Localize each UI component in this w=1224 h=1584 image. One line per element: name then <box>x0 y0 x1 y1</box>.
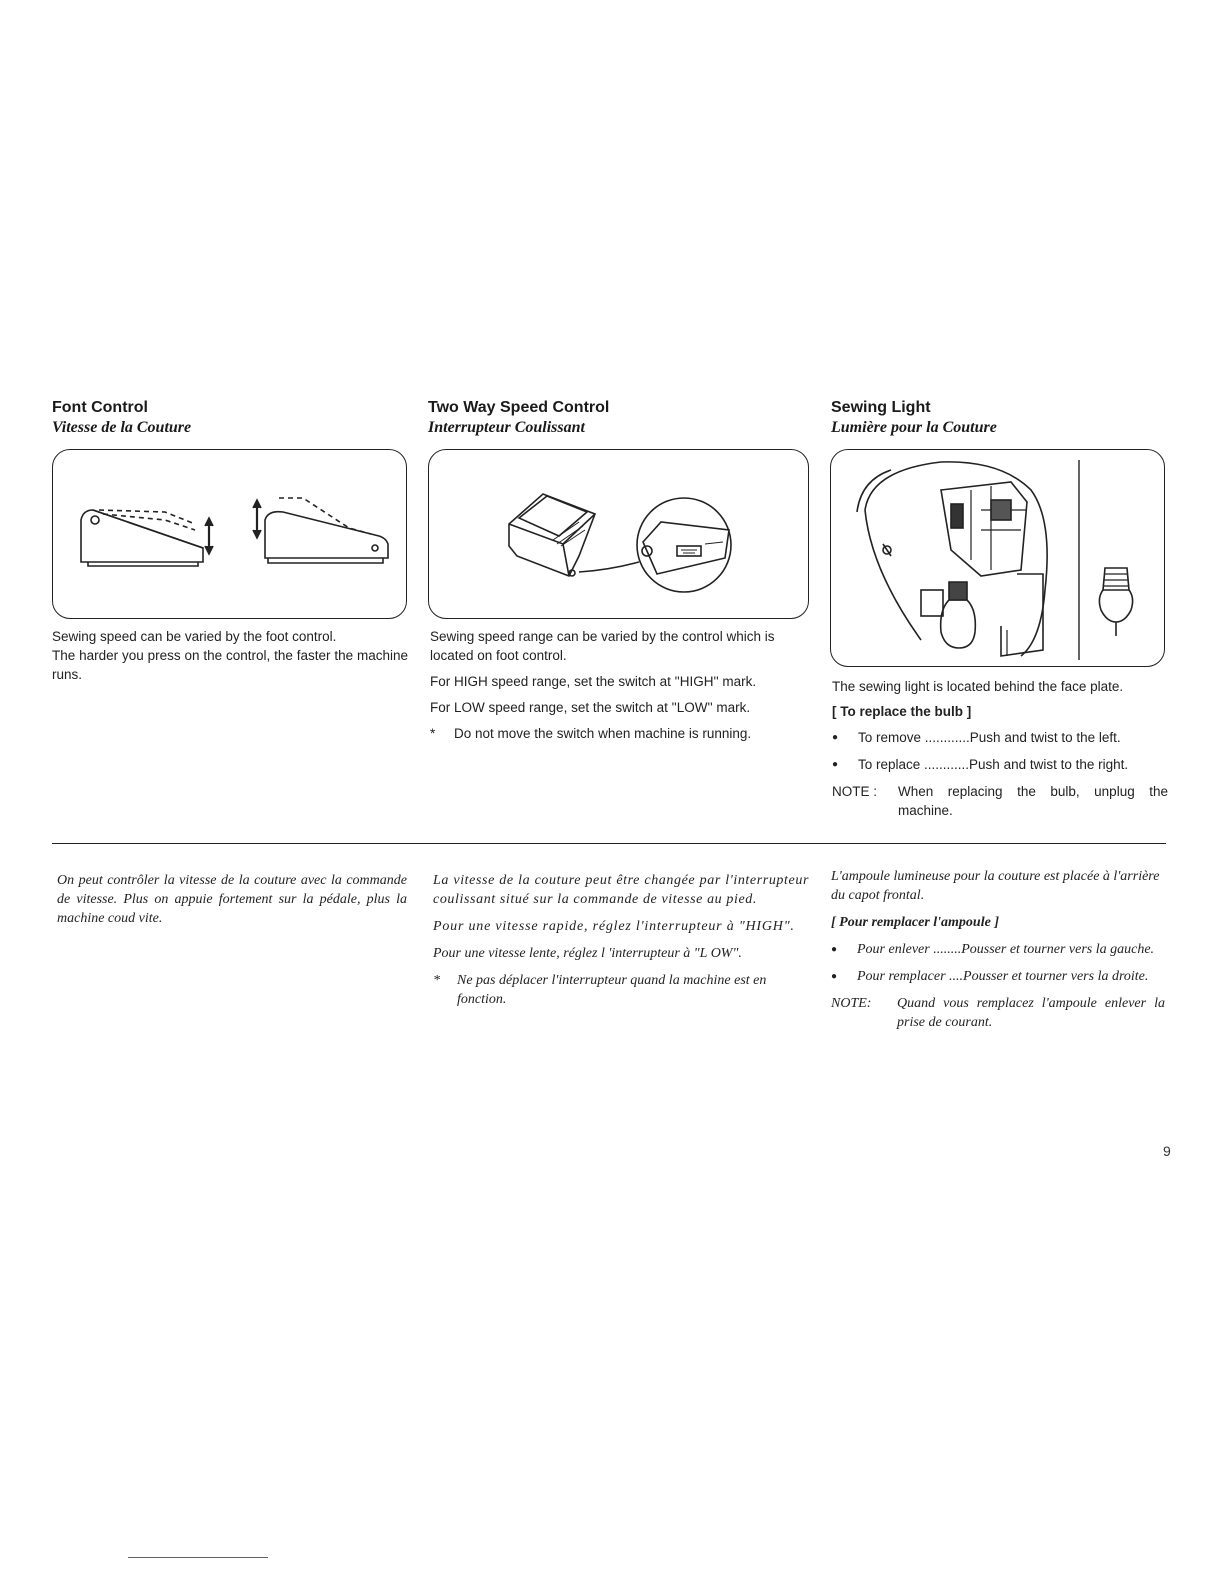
note-text-fr: Quand vous remplacez l'ampoule enlever la prise de courant. <box>897 996 1165 1030</box>
sewing-light-title: Sewing Light <box>831 399 931 416</box>
replace-bulb-item-fr <box>831 967 1165 986</box>
two-way-note-text: Do not move the switch when machine is running. <box>454 726 752 741</box>
replace-bulb-item <box>832 755 1168 774</box>
replace-bulb-heading: [ To replace the bulb ] <box>832 704 972 719</box>
replace-label-fr: Pour remplacer .... <box>857 969 964 984</box>
two-way-speed-title: Two Way Speed Control <box>428 399 610 416</box>
two-way-note-text-fr: Ne pas déplacer l'interrupteur quand la machine est en fonction. <box>457 973 767 1007</box>
sewing-light-section <box>831 398 1171 438</box>
note-text: When replacing the bulb, unplug the machine. <box>898 784 1168 818</box>
sewing-light-text-fr-1: L'ampoule lumineuse pour la couture est placée à l'arrière du capot frontal. <box>831 869 1160 903</box>
two-way-note <box>430 724 808 743</box>
language-divider <box>52 843 1166 844</box>
replace-action-fr: Pousser et tourner vers la droite. <box>963 969 1149 984</box>
sewing-light-text-fr <box>831 867 1165 1032</box>
two-way-speed-section <box>428 398 808 438</box>
two-way-text-fr-2: Pour une vitesse rapide, réglez l'interrupteur à "HIGH". <box>433 919 795 934</box>
two-way-text-2: For HIGH speed range, set the switch at ''HIGH'' mark. <box>430 674 757 689</box>
bullet-icon: ● <box>831 944 838 955</box>
two-way-text-3: For LOW speed range, set the switch at ''LOW'' mark. <box>430 700 751 715</box>
sewing-light-note-fr <box>831 994 1165 1032</box>
font-control-text-line-1: Sewing speed can be varied by the foot control. <box>52 629 337 644</box>
font-control-text-fr: On peut contrôler la vitesse de la couture avec la commande de vitesse. Plus on appuie fortement sur la pédale, plus la machine coud vite. <box>57 873 407 926</box>
sewing-light-text <box>832 677 1168 820</box>
foot-control-illustration <box>52 449 407 619</box>
note-label: NOTE : <box>832 784 878 799</box>
sewing-light-note <box>832 782 1168 820</box>
sewing-light-title-fr: Lumière pour la Couture <box>831 419 997 436</box>
two-way-text-fr-1: La vitesse de la couture peut être changée par l'interrupteur coulissant situé sur la commande de vitesse au pied. <box>433 873 809 907</box>
two-way-speed-text <box>430 627 808 743</box>
page-number: 9 <box>1163 1143 1171 1159</box>
sewing-light-text-1: The sewing light is located behind the face plate. <box>832 679 1124 694</box>
font-control-text <box>52 627 408 684</box>
remove-label: To remove ............ <box>858 730 970 745</box>
replace-label: To replace ............ <box>858 757 970 772</box>
two-way-note-fr <box>433 971 809 1009</box>
remove-label-fr: Pour enlever ........ <box>857 942 962 957</box>
replace-bulb-heading-fr: [ Pour remplacer l'ampoule ] <box>831 915 999 930</box>
remove-action-fr: Pousser et tourner vers la gauche. <box>961 942 1155 957</box>
two-way-speed-text-fr <box>433 871 809 1009</box>
bullet-icon: ● <box>831 971 838 982</box>
font-control-title: Font Control <box>52 399 148 416</box>
remove-bulb-item-fr <box>831 940 1165 959</box>
font-control-text-line-2: The harder you press on the control, the faster the machine runs. <box>52 648 408 682</box>
remove-bulb-item <box>832 728 1168 747</box>
two-way-text-1: Sewing speed range can be varied by the control which is located on foot control. <box>430 629 775 663</box>
asterisk-mark-fr: * <box>433 973 440 988</box>
bullet-icon: ● <box>832 732 839 743</box>
font-control-title-fr: Vitesse de la Couture <box>52 419 192 436</box>
asterisk-mark: * <box>430 726 436 741</box>
footer-link-line <box>128 1557 268 1558</box>
two-way-text-fr-3: Pour une vitesse lente, réglez l 'interrupteur à "L OW". <box>433 946 742 961</box>
font-control-section <box>52 398 412 438</box>
two-way-speed-title-fr: Interrupteur Coulissant <box>428 419 585 436</box>
sewing-light-illustration <box>830 449 1165 667</box>
note-label-fr: NOTE: <box>831 996 872 1011</box>
bullet-icon: ● <box>832 759 839 770</box>
remove-action: Push and twist to the left. <box>969 730 1121 745</box>
speed-switch-illustration <box>428 449 809 619</box>
replace-action: Push and twist to the right. <box>969 757 1129 772</box>
